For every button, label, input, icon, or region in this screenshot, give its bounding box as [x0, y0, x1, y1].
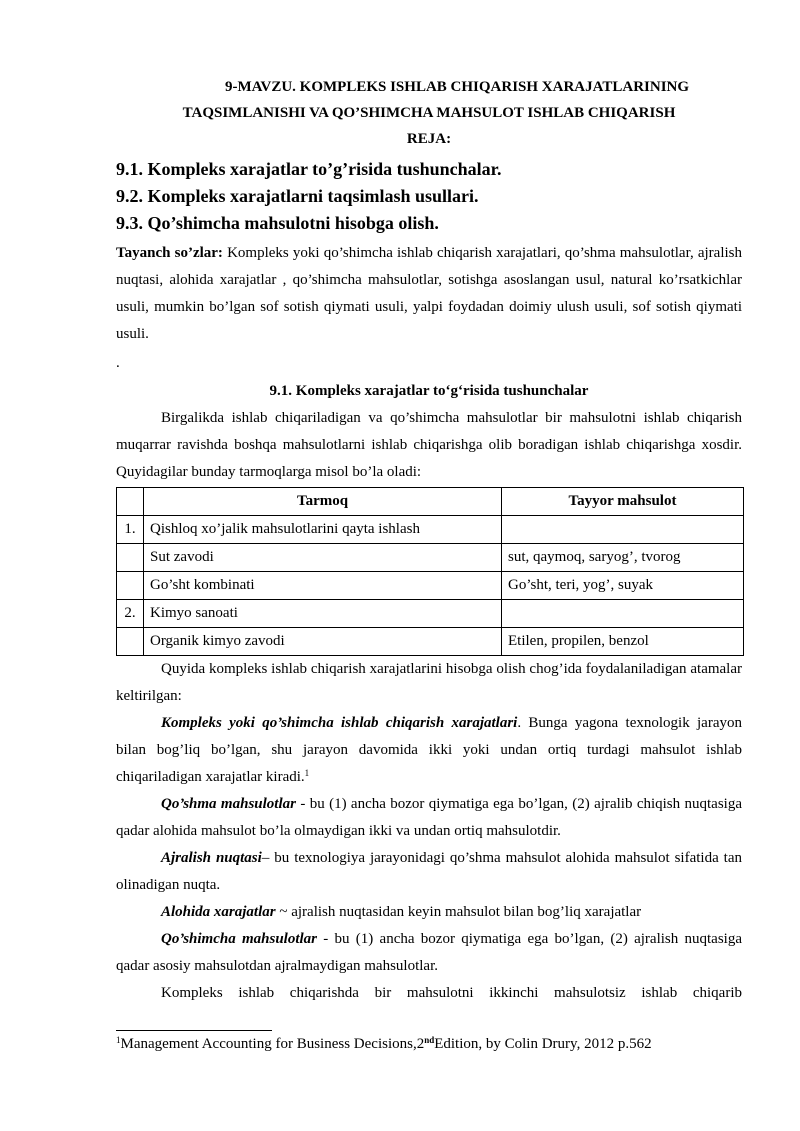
table-cell-industry: Qishloq xo’jalik mahsulotlarini qayta ishlash [144, 516, 502, 544]
plan-heading: REJA: [406, 131, 452, 147]
definition-term: Qo’shma mahsulotlar [161, 796, 296, 812]
industry-table [116, 487, 744, 656]
table-header-product: Tayyor mahsulot [502, 488, 744, 516]
footnote-separator [116, 1030, 272, 1031]
definition-term: Qo’shimcha mahsulotlar [161, 931, 318, 947]
section-intro: Birgalikda ishlab chiqariladigan va qo’shimcha mahsulotlar bir mahsulotni ishlab chiqarish muqarrar ravishda boshqa mahsulotlarni ishlab chiqarishga olib boradigan ishlab chiqarishga xosdir. Quyidagilar bunday tarmoqlarga misol bo’la oladi: [116, 410, 742, 480]
definition-text: - bu (1) ancha bozor qiymatiga ega bo’lgan, (2) ajralish nuqtasiga qadar asosiy mahsulotdan ajralmaydigan mahsulotlar. [116, 931, 742, 974]
footnote-marker: 1 [116, 1035, 121, 1045]
table-row [117, 600, 744, 628]
table-cell-product: Go’sht, teri, yog’, suyak [502, 572, 744, 600]
table-row [117, 628, 744, 656]
table-cell-industry: Go’sht kombinati [144, 572, 502, 600]
table-cell-industry: Organik kimyo zavodi [144, 628, 502, 656]
table-header-row [117, 488, 744, 516]
table-row [117, 516, 744, 544]
plan-item: 9.1. Kompleks xarajatlar to’g’risida tushunchalar. [116, 159, 502, 179]
definition-paragraph [116, 845, 742, 899]
table-cell-number: 2. [117, 600, 144, 628]
table-row [117, 572, 744, 600]
keywords-label: Tayanch so’zlar: [116, 245, 223, 261]
definition-text: – bu texnologiya jarayonidagi qo’shma mahsulot alohida mahsulot sifatida tan olinadigan nuqta. [116, 850, 742, 893]
footnote-edition-superscript: nd [424, 1035, 435, 1045]
definition-text: - bu (1) ancha bozor qiymatiga ega bo’lgan, (2) ajralib chiqish nuqtasiga qadar alohida mahsulot bo’la olmaydigan ikki va undan ortiq mahsulotdir. [116, 796, 743, 839]
table-cell-number [117, 628, 144, 656]
footnote-text-before: Management Accounting for Business Decisions,2 [120, 1036, 425, 1052]
table-cell-industry: Sut zavodi [144, 544, 502, 572]
table-header-industry: Tarmoq [144, 488, 502, 516]
keywords-text: Kompleks yoki qo’shimcha ishlab chiqarish xarajatlari, qo’shma mahsulotlar, ajralish nuqtasi, alohida xarajatlar , qo’shimcha mahsulotlar, sotishga asoslangan usul, natural ko’rsatkichlar usuli, mumkin bo’lgan sof sotish qiymati usuli, yalpi foydadan doimiy ulush usuli, sof sotish qiymati usuli. [116, 245, 743, 342]
definition-term: Ajralish nuqtasi [161, 850, 262, 866]
table-cell-number: 1. [117, 516, 144, 544]
keywords-paragraph [116, 240, 742, 348]
table-cell-product: sut, qaymoq, saryog’, tvorog [502, 544, 744, 572]
table-cell-number [117, 572, 144, 600]
definition-paragraph [116, 710, 742, 791]
table-cell-industry: Kimyo sanoati [144, 600, 502, 628]
definition-paragraph [116, 899, 742, 926]
table-header-number [117, 488, 144, 516]
table-cell-product [502, 600, 744, 628]
definition-term: Kompleks yoki qo’shimcha ishlab chiqarish xarajatlari [161, 715, 518, 731]
section-title: 9.1. Kompleks xarajatlar to‘g‘risida tushunchalar [269, 383, 589, 399]
last-paragraph: Kompleks ishlab chiqarishda bir mahsulotni ikkinchi mahsulotsiz ishlab chiqarib [161, 985, 742, 1001]
definition-text: ~ ajralish nuqtasidan keyin mahsulot bilan bog’liq xarajatlar [275, 904, 642, 920]
footnote-text-after: Edition, by Colin Drury, 2012 p.562 [434, 1036, 652, 1052]
title-line-1: 9-MAVZU. KOMPLEKS ISHLAB CHIQARISH XARAJATLARINING [224, 79, 690, 95]
table-cell-number [117, 544, 144, 572]
title-line-2: TAQSIMLANISHI VA QO’SHIMCHA MAHSULOT ISHLAB CHIQARISH [182, 105, 676, 121]
table-cell-product [502, 516, 744, 544]
footnote-reference[interactable]: 1 [304, 768, 310, 778]
definition-paragraph [116, 926, 742, 980]
definition-paragraph [116, 791, 742, 845]
definition-text: . Bunga yagona texnologik jarayon bilan bog’liq bo’lgan, shu jarayon davomida ikki yoki undan ortiq turdagi mahsulot ishlab chiqariladigan xarajatlar kiradi. [116, 715, 742, 785]
footnote [116, 1034, 652, 1054]
stray-dot: . [116, 355, 120, 371]
definition-term: Alohida xarajatlar [161, 904, 276, 920]
table-cell-product: Etilen, propilen, benzol [502, 628, 744, 656]
page-content [116, 74, 742, 1007]
after-table-paragraph: Quyida kompleks ishlab chiqarish xarajatlarini hisobga olish chog’ida foydalaniladigan atamalar keltirilgan: [116, 661, 742, 704]
plan-list [116, 156, 742, 237]
table-row [117, 544, 744, 572]
plan-item: 9.2. Kompleks xarajatlarni taqsimlash usullari. [116, 186, 479, 206]
plan-item: 9.3. Qo’shimcha mahsulotni hisobga olish. [116, 213, 439, 233]
